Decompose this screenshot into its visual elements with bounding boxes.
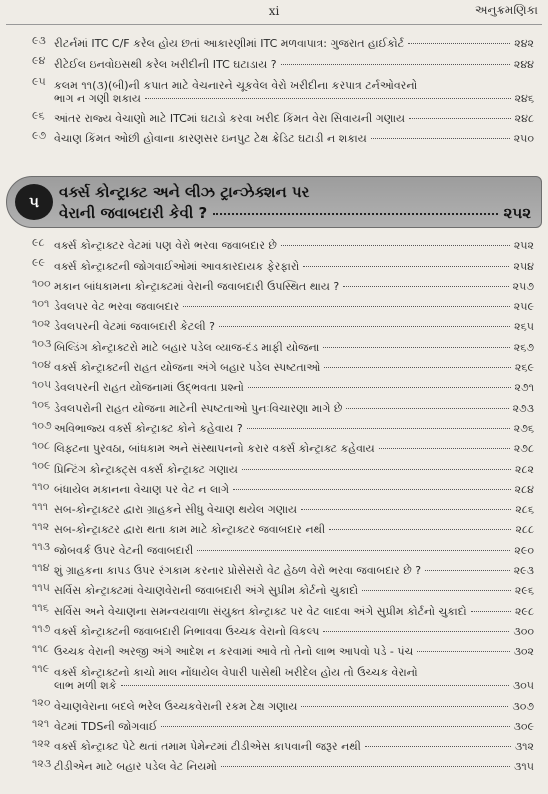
toc-entry-title: ડેવલપર વેટ ભરવા જવાબદાર [54, 300, 180, 314]
toc-entry-page: ૨૪૮ [514, 111, 534, 125]
toc-entry-body [54, 341, 548, 354]
leader-dots [323, 347, 509, 348]
toc-entry-title: સર્વિસ અને વેચાણના સમન્વયવાળા સંયુક્ત કોન્ટ્રાક્ટ પર વેટ લાદવા અંગે સુપ્રીમ કોર્ટનો ચુકાદો [54, 604, 467, 618]
toc-entry-page: ૩૧૨ [514, 740, 534, 754]
page-number: xi [268, 4, 280, 18]
toc-entry-page: ૩૦૨ [513, 645, 534, 659]
toc-entry-last-line [54, 564, 534, 577]
leader-dots [425, 570, 510, 571]
toc-entry-body [54, 132, 548, 145]
toc-entry-page: ૨૭૩ [512, 401, 534, 415]
toc-entry [0, 354, 548, 374]
chapter-title-line2-row [59, 204, 531, 222]
toc-entry [0, 618, 548, 638]
toc-entry-last-line [54, 740, 534, 753]
toc-entry-title: સર્વિસ કોન્ટ્રાક્ટમાં વેચાણવેરાની જવાબદારી અંગે સુપ્રીમ કોર્ટનો ચુકાદો [54, 584, 359, 598]
toc-entry-number: ૧૨૩ [32, 757, 52, 771]
toc-entry-title: લાભ મળી શકે [54, 679, 117, 693]
toc-entry-last-line [54, 605, 534, 618]
toc-entry [0, 557, 548, 577]
toc-entry-number: ૯૪ [32, 54, 46, 68]
header-rule [6, 24, 542, 25]
toc-entry-last-line [54, 625, 534, 638]
toc-entry [0, 394, 548, 414]
toc-entry-body [54, 645, 548, 658]
toc-entry [0, 333, 548, 353]
toc-entry [0, 577, 548, 597]
toc-entry-number: ૯૭ [32, 128, 47, 142]
toc-entry-page: ૨૫૦ [513, 132, 534, 146]
toc-entry-last-line [54, 503, 534, 516]
leader-dots [365, 746, 511, 747]
toc-entry-number: ૧૧૮ [32, 641, 49, 655]
toc-entry-body [54, 544, 548, 557]
toc-entry-last-line [54, 361, 534, 374]
toc-entry-number: ૧૦૩ [32, 337, 52, 351]
toc-entry-last-line [54, 92, 534, 105]
toc-entry-number: ૧૦૪ [32, 357, 51, 371]
toc-entry [0, 125, 548, 145]
toc-entry-body [54, 625, 548, 638]
toc-entry-body [54, 280, 548, 293]
toc-entry [0, 658, 548, 692]
toc-entry-page: ૨૮૨ [515, 462, 534, 476]
toc-entry-body [54, 605, 548, 618]
toc-entry-title: રીટેઈલ ઇનવોઇસથી કરેલ ખરીદીની ITC ઘટાડાય ? [54, 57, 277, 71]
toc-entry-title: મકાન બાંધકામના કોન્ટ્રાક્ટમાં વેરાની જવાબદારી ઉપસ્થિત થાય ? [54, 279, 340, 293]
toc-entry-last-line [54, 280, 534, 293]
page-header [0, 0, 548, 26]
toc-entry-body [54, 483, 548, 496]
leader-dots [379, 448, 510, 449]
toc-entry-last-line [54, 645, 534, 658]
toc-entry-title: ડેવલપરોની રાહત યોજના માટેની સ્પષ્ટતાઓ પુનઃવિચારણા માગે છે [54, 401, 343, 415]
toc-entry-title: શું ગ્રાહકના કાપડ ઉપર રંગકામ કરનાર પ્રોસેસરો વેટ હેઠળ વેરો ભરવા જવાબદાર છે ? [54, 564, 422, 578]
leader-dots [233, 489, 511, 490]
toc-entry-number: ૧૧૬ [32, 601, 49, 615]
toc-entry-body [54, 58, 548, 71]
chapter-leader-dots [213, 213, 497, 215]
leader-dots [183, 306, 510, 307]
toc-entry-body [54, 760, 548, 773]
toc-entry-page: ૩૧૫ [514, 760, 534, 774]
toc-entry-page: ૨૭૧ [514, 381, 534, 395]
toc-entry-last-line [54, 523, 534, 536]
toc-entry-number: ૧૦૮ [32, 438, 51, 452]
leader-dots [247, 428, 510, 429]
toc-entry-last-line [54, 760, 534, 773]
toc-entry-body [54, 720, 548, 733]
toc-entry [0, 313, 548, 333]
toc-entry-last-line [54, 300, 534, 313]
toc-entry [0, 597, 548, 617]
toc-entry-last-line [54, 442, 534, 455]
toc-entry-page: ૩૦૯ [513, 719, 534, 733]
toc-entry-number: ૯૮ [32, 236, 45, 249]
toc-entry [0, 252, 548, 272]
leader-dots [371, 138, 510, 139]
leader-dots [221, 766, 510, 767]
chapter-title-line2: વેરાની જવાબદારી કેવી ? [59, 204, 208, 222]
toc-entry-body [54, 37, 548, 50]
toc-entry-title: જોબવર્ક ઉપર વેટની જવાબદારી [54, 543, 194, 557]
toc-entry-number: ૧૦૦ [32, 276, 51, 290]
toc-entry-title: ડેવલપરની વેટમાં જવાબદારી કેટલી ? [54, 320, 216, 334]
toc-entry-title: વર્ક્સ કોન્ટ્રાક્ટર વેટમાં પણ વેરો ભરવા જવાબદાર છે [54, 239, 277, 253]
toc-entry-number: ૧૧૯ [32, 662, 50, 676]
toc-entry-title: ઉચ્ચક વેરાની અરજી અંગે આદેશ ન કરવામાં આવે તો તેનો લાભ આપવો પડે - પંચ [54, 645, 414, 659]
toc-entry-page: ૨૫૭ [512, 279, 534, 293]
toc-entry-number: ૧૦૨ [32, 317, 51, 331]
toc-entry [0, 374, 548, 394]
toc-entry-number: ૧૧૨ [32, 520, 50, 534]
toc-entry-body [54, 463, 548, 476]
toc-entry-page: ૨૪૬ [514, 91, 534, 105]
toc-entry-last-line [54, 320, 534, 333]
leader-dots [301, 509, 511, 510]
toc-entry [0, 50, 548, 70]
leader-dots [121, 685, 509, 686]
toc-entry-last-line [54, 381, 534, 394]
toc-entry [0, 476, 548, 496]
leader-dots [281, 245, 510, 246]
toc-entry-title: વર્ક્સ કોન્ટ્રાક્ટની જવાબદારી નિભાવવા ઉચ્ચક વેરાનો વિકલ્પ [54, 624, 320, 638]
leader-dots [281, 64, 510, 65]
toc-entry-title: વર્ક્સ કોન્ટ્રાક્ટની રાહત યોજના અંગે બહાર પડેલ સ્પષ્ટતાઓ [54, 361, 321, 375]
toc-entry-title: વેચાણવેરાના બદલે ભરેલ ઉચ્ચકવેરાની રકમ ટેક્ષ ગણાય [54, 699, 298, 713]
toc-entry [0, 638, 548, 658]
toc-entry-page: ૨૯૩ [513, 564, 534, 578]
toc-entry-title: સબ-કોન્ટ્રાક્ટર દ્વારા થતા કામ માટે કોન્ટ્રાક્ટર જવાબદાર નથી [54, 523, 326, 537]
toc-entry-page: ૨૫૨ [513, 239, 534, 253]
toc-entry-title: પ્રિન્ટિંગ કોન્ટ્રાક્ટ્સ વર્ક્સ કોન્ટ્રાક્ટ ગણાય [54, 462, 238, 476]
toc-entry-last-line [54, 483, 534, 496]
toc-entry-title: રીટર્નમાં ITC C/F કરેલ હોય છતાં આકારણીમાં ITC મળવાપાત્ર: ગુજરાત હાઈકોર્ટ [54, 37, 404, 51]
toc-entry-last-line [54, 37, 534, 50]
chapter-title-line1: વર્ક્સ કોન્ટ્રાક્ટ અને લીઝ ટ્રાન્ઝેક્શન પર [59, 183, 310, 201]
leader-dots [343, 286, 508, 287]
toc-entry-body [54, 75, 548, 105]
toc-entry-title: ટીડીએન માટે બહાર પડેલ વેટ નિયમો [54, 760, 217, 774]
toc-entry-page: ૨૯૮ [514, 604, 534, 618]
toc-entry-page: ૨૫૯ [513, 300, 534, 314]
toc-entry-number: ૧૦૯ [32, 459, 51, 473]
toc-entry [0, 455, 548, 475]
toc-entry-page: ૨૪૪ [513, 57, 534, 71]
toc-entry-number: ૧૦૭ [32, 418, 52, 432]
leader-dots [219, 326, 510, 327]
toc-entry-body [54, 260, 548, 273]
toc-entry-title: ભાગ ન ગણી શકાય [54, 91, 141, 105]
toc-entry [0, 293, 548, 313]
toc-entry-number: ૧૨૨ [32, 736, 51, 750]
toc-entry-page: ૨૮૪ [514, 482, 534, 496]
toc-entry-last-line [54, 422, 534, 435]
toc-entry [0, 435, 548, 455]
toc-entry-last-line [54, 132, 534, 145]
chapter-number-badge: ૫ [15, 184, 53, 220]
toc-entry-last-line [54, 679, 534, 692]
toc-entry [0, 536, 548, 556]
toc-entry-number: ૯૩ [32, 34, 46, 47]
toc-entry-page: ૨૪૨ [514, 37, 534, 51]
toc-entry-number: ૧૦૧ [32, 296, 50, 310]
toc-entry-body [54, 402, 548, 415]
toc-entry [0, 30, 548, 50]
toc-entry-title: બિલ્ડિંગ કોન્ટ્રાક્ટરો માટે બહાર પડેલ વ્યાજ-દંડ માફી યોજના [54, 340, 320, 354]
toc-entry-body [54, 320, 548, 333]
toc-entry-body [54, 564, 548, 577]
toc-entry-page: ૨૯૦ [514, 543, 534, 557]
toc-entry-title: ડેવલપરની રાહત યોજનામાં ઉદ્‌ભવતા પ્રશ્નો [54, 381, 244, 395]
toc-entry [0, 753, 548, 773]
leader-dots [362, 590, 511, 591]
toc-entry-last-line [54, 544, 534, 557]
toc-entry-last-line [54, 402, 534, 415]
toc-entry-title: સબ-કોન્ટ્રાક્ટર દ્વારા ગ્રાહકને સીધુ વેચાણ થયેલ ગણાય [54, 503, 298, 517]
toc-entry [0, 733, 548, 753]
toc-entry [0, 496, 548, 516]
toc-entry-number: ૧૨૧ [32, 716, 50, 730]
leader-dots [145, 98, 511, 99]
toc-entry-number: ૧૦૬ [32, 398, 51, 412]
toc-entry-number: ૯૬ [32, 108, 45, 122]
toc-entry-title-line: વર્ક્સ કોન્ટ્રાક્ટનો કાચો માલ નોંધાયેલ વેપારી પાસેથી ખરીદેલ હોય તો ઉચ્ચક વેરાનો [54, 666, 418, 680]
toc-entry-body [54, 361, 548, 374]
toc-entry-page: ૩૦૫ [512, 679, 534, 693]
leader-dots [409, 118, 511, 119]
toc-entry-last-line [54, 584, 534, 597]
toc-entry-body [54, 700, 548, 713]
toc-entry-last-line [54, 239, 534, 252]
toc-entry-number: ૧૦૫ [32, 378, 52, 392]
toc-entry-title: આંતર રાજ્ય વેચાણો માટે ITCમાં ઘટાડો કરવા ખરીદ કિંમત વેરા સિવાયની ગણાય [54, 111, 406, 125]
leader-dots [197, 550, 510, 551]
toc-entry-body [54, 239, 548, 252]
toc-entry-body [54, 523, 548, 536]
toc-entry-body [54, 503, 548, 516]
toc-entry-title: વર્ક્સ કોન્ટ્રાક્ટ પેટે થતાં તમામ પેમેન્ટમાં ટીડીએસ કાપવાની જરૂર નથી [54, 740, 361, 754]
toc-entry-body [54, 662, 548, 692]
chapter-heading [6, 176, 542, 228]
leader-dots [303, 266, 509, 267]
toc-entry-number: ૧૧૩ [32, 540, 51, 554]
toc-entry [0, 232, 548, 252]
toc-entry-last-line [54, 700, 534, 713]
toc-entry-body [54, 740, 548, 753]
toc-entry [0, 692, 548, 712]
toc-entry-body [54, 381, 548, 394]
leader-dots [471, 611, 511, 612]
toc-entry-last-line [54, 341, 534, 354]
toc-entry-last-line [54, 58, 534, 71]
toc-entry-page: ૨૬૭ [513, 340, 534, 354]
toc-entry-last-line [54, 463, 534, 476]
toc-entry-page: ૨૮૬ [515, 503, 534, 517]
leader-dots [161, 726, 509, 727]
toc-entry-page: ૨૬૫ [514, 320, 534, 334]
toc-entry-body [54, 584, 548, 597]
toc-entry [0, 516, 548, 536]
toc-entry [0, 71, 548, 105]
chapter-page-number: ૨૫૨ [503, 204, 531, 222]
leader-dots [301, 706, 508, 707]
leader-dots [324, 367, 510, 368]
toc-entry-number: ૯૫ [32, 74, 46, 88]
toc-list-bottom [0, 232, 548, 773]
toc-entry-title: વેચાણ કિંમત ઓછી હોવાના કારણસર ઇનપુટ ટેક્ષ ક્રેડિટ ઘટાડી ન શકાય [54, 132, 367, 146]
toc-entry [0, 713, 548, 733]
leader-dots [346, 408, 508, 409]
toc-entry-title: અવિભાજ્ય વર્ક્સ કોન્ટ્રાક્ટ કોને કહેવાય ? [54, 421, 243, 435]
toc-entry-title: વર્ક્સ કોન્ટ્રાક્ટની જોગવાઈઓમાં આવકારદાયક ફેરફારો [54, 259, 300, 273]
toc-entry-last-line [54, 260, 534, 273]
toc-entry-page: ૨૯૬ [514, 584, 534, 598]
toc-entry-number: ૧૧૫ [32, 581, 51, 595]
leader-dots [323, 631, 509, 632]
toc-entry-body [54, 300, 548, 313]
toc-list-top [0, 30, 548, 145]
toc-entry-title: લિફ્ટના પુરવઠા, બાંધકામ અને સંસ્થાપનનો કરાર વર્ક્સ કોન્ટ્રાક્ટ કહેવાય [54, 442, 375, 456]
toc-entry-number: ૧૧૦ [32, 479, 50, 493]
toc-entry-page: ૩૦૦ [513, 624, 534, 638]
toc-entry-title: વેટમાં TDSની જોગવાઈ [54, 719, 158, 733]
toc-entry-number: ૧૨૦ [32, 696, 51, 710]
toc-entry-number: ૧૧૧ [32, 499, 49, 513]
toc-entry-page: ૩૦૭ [512, 699, 534, 713]
leader-dots [248, 387, 511, 388]
toc-entry-body [54, 112, 548, 125]
leader-dots [408, 43, 510, 44]
toc-entry-number: ૯૯ [32, 256, 46, 270]
toc-entry-page: ૨૬૯ [514, 361, 534, 375]
toc-entry-number: ૧૧૪ [32, 560, 50, 574]
toc-entry-page: ૨૫૪ [513, 259, 534, 273]
toc-entry-number: ૧૧૭ [32, 621, 51, 635]
toc-entry-body [54, 442, 548, 455]
toc-entry-page: ૨૭૬ [513, 421, 534, 435]
toc-entry-title: બંધાયેલ મકાનના વેચાણ પર વેટ ન લાગે [54, 482, 230, 496]
leader-dots [242, 469, 511, 470]
toc-entry-last-line [54, 112, 534, 125]
toc-entry-page: ૨૮૮ [515, 523, 534, 537]
toc-entry-body [54, 422, 548, 435]
leader-dots [329, 529, 511, 530]
toc-entry [0, 415, 548, 435]
toc-entry-title-line: કલમ ૧૧(૩)(બી)ની કપાત માટે વેચનારને ચૂકવેલ વેરો ખરીદીના કરપાત્ર ટર્નઓવરનો [54, 78, 418, 92]
toc-entry-last-line [54, 720, 534, 733]
toc-entry [0, 105, 548, 125]
running-title: અનુક્રમણિકા [474, 3, 538, 17]
toc-entry-page: ૨૭૮ [513, 442, 534, 456]
toc-entry [0, 273, 548, 293]
leader-dots [417, 651, 509, 652]
